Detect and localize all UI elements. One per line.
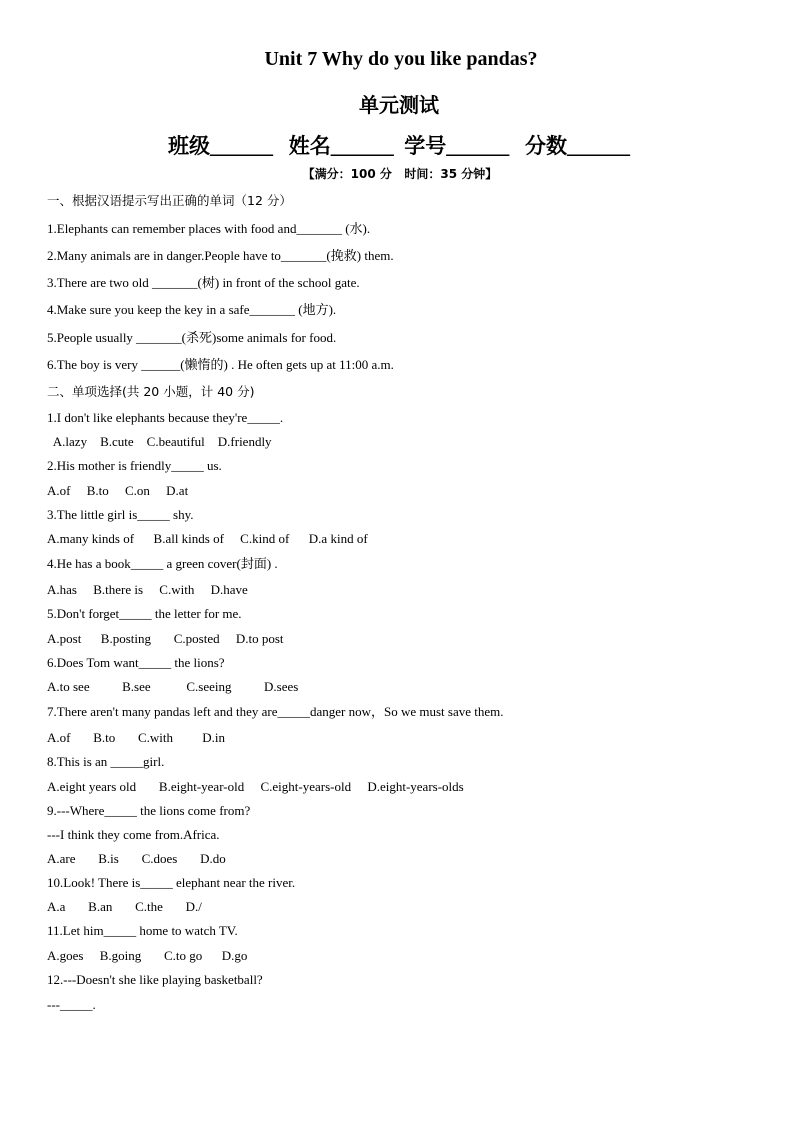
section1-question: 6.The boy is very ______(懒惰的) . He often gets up at 11:00 a.m. bbox=[47, 357, 394, 372]
section2-line: 12.---Doesn't she like playing basketball? bbox=[47, 972, 263, 987]
section2-line: 1.I don't like elephants because they're_____. bbox=[47, 410, 284, 425]
section1-question: 5.People usually _______(杀死)some animals for food. bbox=[47, 330, 337, 345]
section2-line: 10.Look! There is_____ elephant near the river. bbox=[47, 875, 296, 890]
section2-line: 5.Don't forget_____ the letter for me. bbox=[47, 606, 242, 621]
section2-line: A.has B.there is C.with D.have bbox=[47, 582, 248, 597]
document-title: Unit 7 Why do you like pandas? bbox=[264, 48, 538, 70]
section2-line: 11.Let him_____ home to watch TV. bbox=[47, 923, 238, 938]
section2-line: A.eight years old B.eight-year-old C.eight-years-old D.eight-years-olds bbox=[47, 779, 464, 794]
document-subtitle: 单元测试 bbox=[359, 95, 439, 117]
section2-line: 2.His mother is friendly_____ us. bbox=[47, 458, 222, 473]
section2-line: A.many kinds of B.all kinds of C.kind of D.a kind of bbox=[47, 531, 368, 546]
section2-line: A.of B.to C.with D.in bbox=[47, 730, 226, 745]
section2-line: A.lazy B.cute C.beautiful D.friendly bbox=[47, 434, 272, 449]
section2-line: 8.This is an _____girl. bbox=[47, 754, 165, 769]
section2-line: 9.---Where_____ the lions come from? bbox=[47, 803, 251, 818]
section2-line: 3.The little girl is_____ shy. bbox=[47, 507, 194, 522]
section1-question: 1.Elephants can remember places with food and_______ (水). bbox=[47, 221, 371, 236]
section1-question: 4.Make sure you keep the key in a safe_______ (地方). bbox=[47, 302, 337, 317]
section2-line: A.to see B.see C.seeing D.sees bbox=[47, 679, 299, 694]
section2-line: A.of B.to C.on D.at bbox=[47, 483, 189, 498]
section2-line: 4.He has a book_____ a green cover(封面) . bbox=[47, 556, 278, 571]
score-time-note: 【满分：100 分 时间：35 分钟】 bbox=[302, 167, 498, 181]
section2-line: 6.Does Tom want_____ the lions? bbox=[47, 655, 225, 670]
section2-line: 7.There aren't many pandas left and they are_____danger now，So we must save them. bbox=[47, 704, 504, 719]
student-info-line: 班级______ 姓名______ 学号______ 分数______ bbox=[168, 134, 630, 158]
section2-heading: 二、单项选择(共 20 小题，计 40 分) bbox=[47, 384, 255, 399]
section1-question: 3.There are two old _______(树) in front of the school gate. bbox=[47, 275, 360, 290]
section2-line: A.goes B.going C.to go D.go bbox=[47, 948, 248, 963]
section1-heading: 一、根据汉语提示写出正确的单词（12 分） bbox=[47, 193, 292, 208]
section2-line: ---_____. bbox=[47, 997, 96, 1012]
section2-line: A.a B.an C.the D./ bbox=[47, 899, 202, 914]
section2-line: A.are B.is C.does D.do bbox=[47, 851, 226, 866]
section2-line: ---I think they come from.Africa. bbox=[47, 827, 220, 842]
section1-question: 2.Many animals are in danger.People have to_______(挽救) them. bbox=[47, 248, 394, 263]
section2-line: A.post B.posting C.posted D.to post bbox=[47, 631, 284, 646]
